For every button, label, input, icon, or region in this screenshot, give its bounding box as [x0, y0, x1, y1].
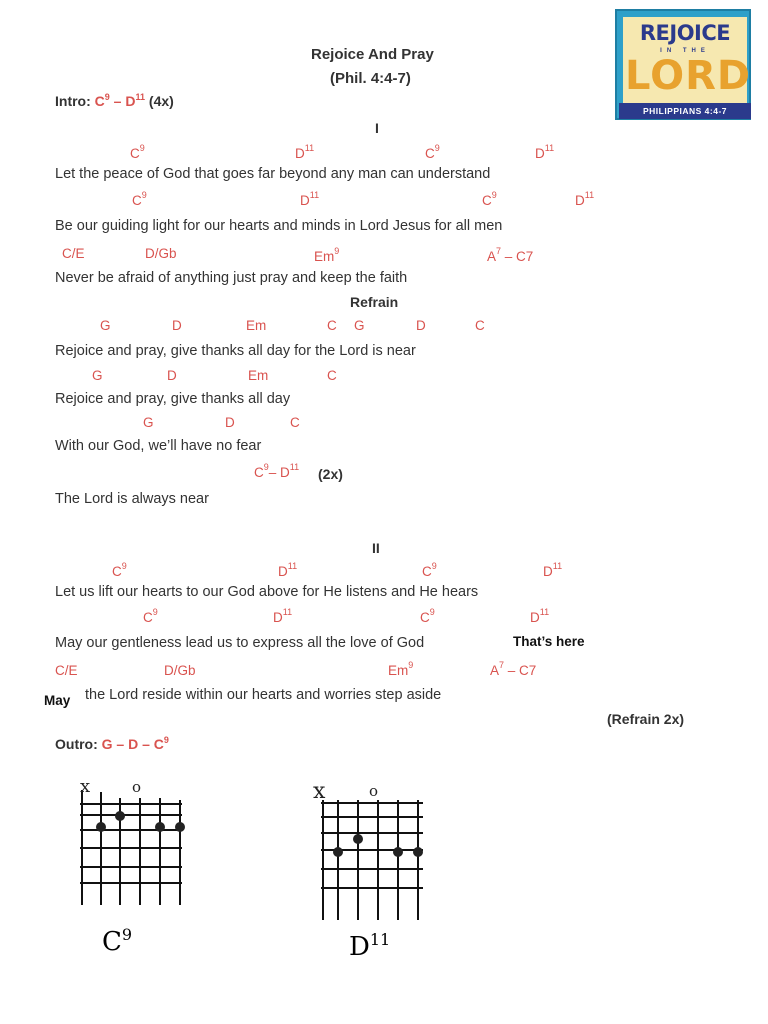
- chord-label: D: [172, 318, 182, 333]
- chord-label: G: [100, 318, 111, 333]
- chord-label: $C^9$: [130, 143, 145, 161]
- lyric-line: Rejoice and pray, give thanks all day: [55, 391, 291, 407]
- outro-line: [55, 735, 169, 752]
- chord-label: C/E: [55, 663, 78, 678]
- chord-label: $D^{11}$: [300, 190, 320, 208]
- intro-repeat: (4x): [148, 93, 174, 109]
- verse-1-numeral: I: [375, 120, 379, 136]
- refrain-repeat-2x: (Refrain 2x): [607, 711, 685, 727]
- lyric-line: May our gentleness lead us to express all the love of God: [55, 635, 425, 651]
- song-title: Rejoice And Pray: [311, 46, 434, 63]
- muted-string-marker: x: [80, 776, 91, 797]
- chord-label: $D^{11}$: [543, 561, 563, 579]
- lyric-line: Rejoice and pray, give thanks all day for the Lord is near: [55, 343, 416, 359]
- chord-diagram-label: $D^{11}$: [349, 930, 391, 962]
- chord-label: D: [167, 368, 177, 383]
- chord-label: $C^9$: [420, 607, 435, 625]
- chord-label: Em: [246, 318, 267, 333]
- chord-label: $C^9$: [112, 561, 127, 579]
- chord-label: D: [225, 415, 235, 430]
- chord-label: C: [327, 368, 337, 383]
- chord-label: $A^7 - C7$: [487, 246, 534, 264]
- chord-label: $C^9$: [132, 190, 147, 208]
- chord-diagram-d11: [305, 770, 445, 990]
- chord-label: G: [92, 368, 103, 383]
- chord-label: $D^{11}$: [273, 607, 293, 625]
- chord-label: $D^{11}$: [530, 607, 550, 625]
- outro-chords: G – D – $C^9$: [101, 735, 169, 752]
- logo-verse-reference: PHILIPPIANS 4:4-7: [619, 103, 751, 119]
- lyric-line: Never be afraid of anything just pray and keep the faith: [55, 270, 408, 286]
- chord-label: G: [143, 415, 154, 430]
- chord-label: D/Gb: [164, 663, 196, 678]
- lyric-line: Let the peace of God that goes far beyond any man can understand: [55, 166, 491, 182]
- chord-label: $D^{11}$: [575, 190, 595, 208]
- intro-chord-c9: $C^9$: [94, 92, 110, 109]
- refrain-repeat: (2x): [318, 466, 343, 482]
- chord-label: D: [416, 318, 426, 333]
- chord-label: $C^9$: [422, 561, 437, 579]
- logo-title-lord: LORD: [625, 53, 752, 99]
- chord-diagram-c9: [70, 770, 200, 970]
- chord-label: $A^7 - C7$: [490, 660, 537, 678]
- lyric-line: With our God, we’ll have no fear: [55, 438, 262, 454]
- intro-line: Intro: $C^9 - D^{11}$ (4x): [55, 92, 174, 109]
- logo-title-rejoice: REJOICE: [639, 21, 731, 45]
- intro-chord-d11: $D^{11}$: [125, 92, 146, 109]
- logo-in-the: IN THE: [660, 48, 710, 54]
- chord-diagram-label: $C^9$: [102, 925, 133, 957]
- muted-string-marker: x: [313, 779, 326, 804]
- lyric-line: the Lord reside within our hearts and worries step aside: [85, 687, 442, 703]
- chord-label: C: [327, 318, 337, 333]
- chord-label: $D^{11}$: [295, 143, 315, 161]
- chord-label: $C^9$: [143, 607, 158, 625]
- chord-label: $D^{11}$: [535, 143, 555, 161]
- verse-2-numeral: II: [372, 540, 380, 556]
- intro-label: Intro:: [55, 93, 91, 109]
- chord-label: G: [354, 318, 365, 333]
- outro-label: Outro:: [55, 736, 98, 752]
- lyric-line: Let us lift our hearts to our God above for He listens and He hears: [55, 584, 479, 600]
- chord-label: $C^9$: [482, 190, 497, 208]
- annotation-may: May: [44, 693, 71, 708]
- chord-label: $D^{11}$: [278, 561, 298, 579]
- song-reference: (Phil. 4:4-7): [330, 70, 411, 87]
- open-string-marker: o: [132, 778, 142, 796]
- chord-label: C: [475, 318, 485, 333]
- chord-label: $C^9$: [425, 143, 440, 161]
- annotation-thats-here: That’s here: [513, 634, 585, 649]
- chord-label: D/Gb: [145, 246, 177, 261]
- lyric-line: The Lord is always near: [55, 491, 209, 507]
- chord-label: C: [290, 415, 300, 430]
- refrain-label: Refrain: [350, 294, 399, 310]
- chord-label: Em$^9$: [388, 660, 414, 678]
- chord-label: C/E: [62, 246, 85, 261]
- lyric-line: Be our guiding light for our hearts and minds in Lord Jesus for all men: [55, 218, 503, 234]
- open-string-marker: o: [369, 782, 379, 800]
- chord-label: $C^9-$ $D^{11}$: [254, 462, 300, 480]
- rejoice-in-the-lord-logo: [615, 9, 751, 120]
- chord-label: Em$^9$: [314, 246, 340, 264]
- chord-label: Em: [248, 368, 269, 383]
